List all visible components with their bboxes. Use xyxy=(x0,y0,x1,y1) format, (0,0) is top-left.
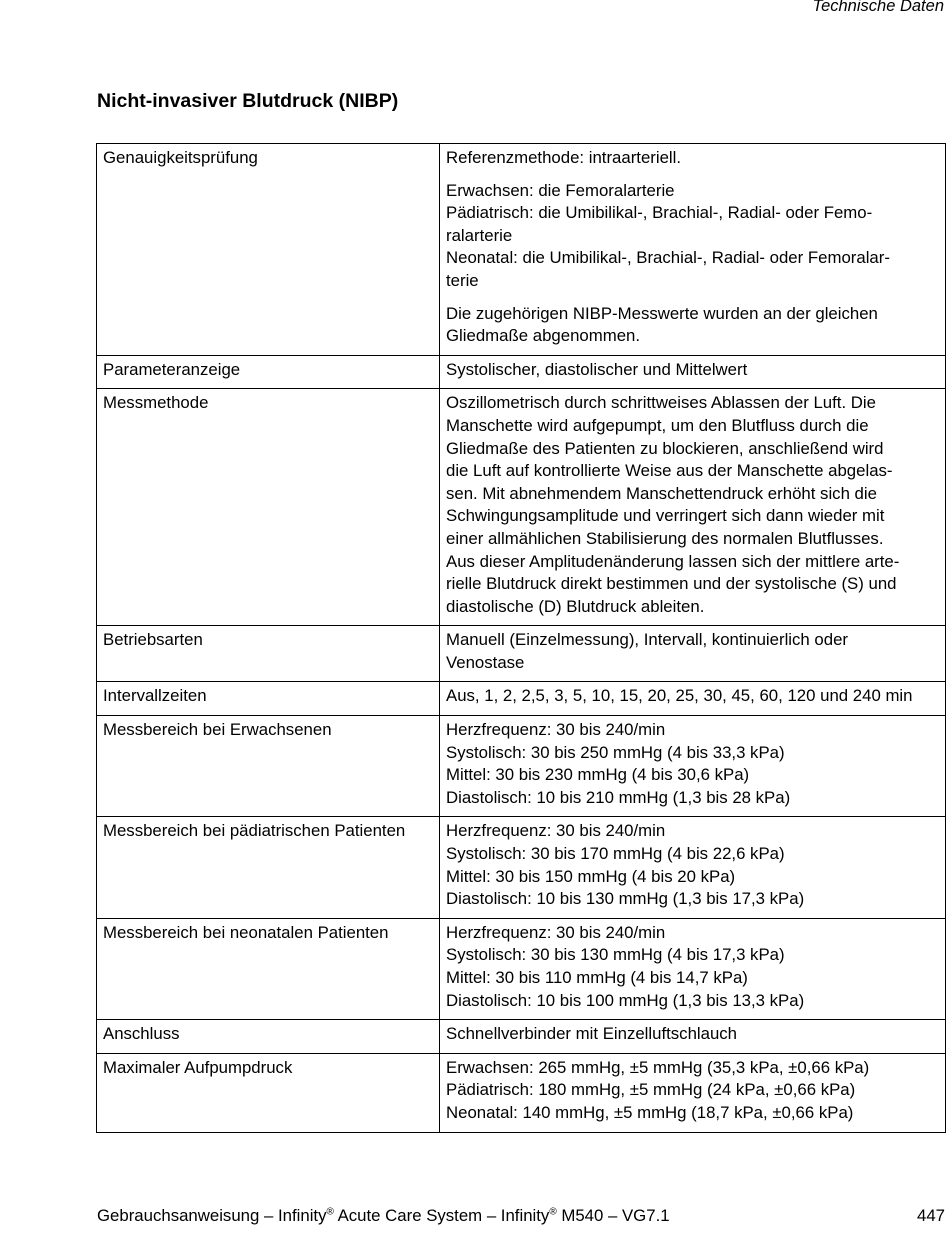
value-paragraph xyxy=(446,392,939,618)
parameter-value xyxy=(440,1053,946,1132)
table-row xyxy=(97,682,946,716)
value-line: Mittel: 30 bis 150 mmHg (4 bis 20 kPa) xyxy=(446,866,736,886)
value-line: Manschette wird aufgepumpt, um den Blutfluss durch die xyxy=(446,415,869,435)
value-line: Neonatal: 140 mmHg, ±5 mmHg (18,7 kPa, ±0,66 kPa) xyxy=(446,1102,854,1122)
parameter-value xyxy=(440,626,946,682)
registered-mark: ® xyxy=(549,1206,557,1218)
footer-document-title xyxy=(97,1206,670,1226)
parameter-value xyxy=(440,1020,946,1054)
table-row xyxy=(97,716,946,817)
value-paragraph xyxy=(446,1023,939,1046)
value-line: Herzfrequenz: 30 bis 240/min xyxy=(446,821,666,841)
value-line: Schwingungsamplitude und verringert sich dann wieder mit xyxy=(446,506,885,526)
value-line: terie xyxy=(446,270,479,290)
table-row xyxy=(97,626,946,682)
value-line: Pädiatrisch: die Umibilikal-, Brachial-, Radial- oder Femo- xyxy=(446,203,873,223)
parameter-label: Maximaler Aufpumpdruck xyxy=(97,1053,440,1132)
section-title: Nicht-invasiver Blutdruck (NIBP) xyxy=(97,90,399,112)
parameter-value xyxy=(440,144,946,356)
value-line: Herzfrequenz: 30 bis 240/min xyxy=(446,720,666,740)
value-line: rielle Blutdruck direkt bestimmen und der systolische (S) und xyxy=(446,574,897,594)
value-line: Systolisch: 30 bis 130 mmHg (4 bis 17,3 kPa) xyxy=(446,945,785,965)
spec-table-body xyxy=(97,144,946,1133)
footer-title-part-3: M540 – VG7.1 xyxy=(556,1206,670,1225)
parameter-value xyxy=(440,716,946,817)
value-line: Mittel: 30 bis 110 mmHg (4 bis 14,7 kPa) xyxy=(446,968,748,987)
parameter-label: Anschluss xyxy=(97,1020,440,1054)
value-paragraph xyxy=(446,820,939,910)
value-line: Die zugehörigen NIBP-Messwerte wurden an der gleichen xyxy=(446,303,878,323)
value-paragraph xyxy=(446,359,939,382)
parameter-label: Intervallzeiten xyxy=(97,682,440,716)
value-line: Aus, 1, 2, 2,5, 3, 5, 10, 15, 20, 25, 30, 45, 60, 120 und 240 min xyxy=(446,686,913,706)
value-line: die Luft auf kontrollierte Weise aus der Manschette abgelas- xyxy=(446,461,893,481)
parameter-value xyxy=(440,817,946,918)
table-row xyxy=(97,817,946,918)
value-line: Gliedmaße abgenommen. xyxy=(446,326,641,346)
parameter-value xyxy=(440,355,946,389)
table-row xyxy=(97,1053,946,1132)
registered-mark: ® xyxy=(326,1206,334,1218)
footer-title-part-2: Acute Care System – Infinity xyxy=(333,1206,550,1225)
footer-title-part-1: Gebrauchsanweisung – Infinity xyxy=(97,1206,327,1225)
parameter-label: Messbereich bei pädiatrischen Patienten xyxy=(97,817,440,918)
value-line: Schnellverbinder mit Einzelluftschlauch xyxy=(446,1024,738,1044)
parameter-value xyxy=(440,682,946,716)
table-row xyxy=(97,389,946,626)
value-line: Gliedmaße des Patienten zu blockieren, anschließend wird xyxy=(446,438,884,458)
parameter-label: Parameteranzeige xyxy=(97,355,440,389)
parameter-label: Genauigkeitsprüfung xyxy=(97,144,440,356)
value-line: Herzfrequenz: 30 bis 240/min xyxy=(446,922,666,942)
value-line: Aus dieser Amplitudenänderung lassen sich der mittlere arte- xyxy=(446,551,900,571)
parameter-label: Betriebsarten xyxy=(97,626,440,682)
value-line: Erwachsen: die Femoralarterie xyxy=(446,180,675,200)
value-paragraph xyxy=(446,1057,939,1125)
value-paragraph xyxy=(446,303,939,348)
running-header: Technische Daten xyxy=(812,0,944,15)
value-paragraph xyxy=(446,922,939,1012)
value-line: Mittel: 30 bis 230 mmHg (4 bis 30,6 kPa) xyxy=(446,765,750,785)
table-row xyxy=(97,355,946,389)
spec-table xyxy=(96,143,946,1133)
value-paragraph xyxy=(446,685,939,708)
value-line: Systolisch: 30 bis 170 mmHg (4 bis 22,6 kPa) xyxy=(446,844,785,864)
value-line: Oszillometrisch durch schrittweises Ablassen der Luft. Die xyxy=(446,393,876,413)
value-line: Venostase xyxy=(446,652,525,672)
value-paragraph xyxy=(446,719,939,809)
parameter-label: Messbereich bei Erwachsenen xyxy=(97,716,440,817)
parameter-label: Messbereich bei neonatalen Patienten xyxy=(97,918,440,1019)
value-line: Erwachsen: 265 mmHg, ±5 mmHg (35,3 kPa, ±0,66 kPa) xyxy=(446,1057,870,1077)
value-line: Diastolisch: 10 bis 100 mmHg (1,3 bis 13,3 kPa) xyxy=(446,990,805,1010)
value-line: Diastolisch: 10 bis 130 mmHg (1,3 bis 17,3 kPa) xyxy=(446,889,805,909)
value-paragraph xyxy=(446,147,939,170)
value-line: Diastolisch: 10 bis 210 mmHg (1,3 bis 28 kPa) xyxy=(446,787,791,807)
value-line: ralarterie xyxy=(446,225,513,245)
parameter-value xyxy=(440,918,946,1019)
value-line: Systolisch: 30 bis 250 mmHg (4 bis 33,3 kPa) xyxy=(446,742,785,762)
value-paragraph xyxy=(446,629,939,674)
table-row xyxy=(97,918,946,1019)
value-line: diastolische (D) Blutdruck ableiten. xyxy=(446,596,705,616)
value-line: Systolischer, diastolischer und Mittelwert xyxy=(446,359,748,379)
parameter-value xyxy=(440,389,946,626)
table-row xyxy=(97,1020,946,1054)
parameter-label: Messmethode xyxy=(97,389,440,626)
page-number: 447 xyxy=(917,1206,945,1225)
value-line: Neonatal: die Umibilikal-, Brachial-, Radial- oder Femoralar- xyxy=(446,248,890,268)
value-line: Referenzmethode: intraarteriell. xyxy=(446,148,682,167)
value-line: sen. Mit abnehmendem Manschettendruck erhöht sich die xyxy=(446,483,877,503)
table-row xyxy=(97,144,946,356)
value-line: einer allmählichen Stabilisierung des normalen Blutflusses. xyxy=(446,528,884,548)
value-line: Pädiatrisch: 180 mmHg, ±5 mmHg (24 kPa, ±0,66 kPa) xyxy=(446,1080,856,1100)
value-line: Manuell (Einzelmessung), Intervall, kontinuierlich oder xyxy=(446,630,849,650)
value-paragraph xyxy=(446,180,939,293)
